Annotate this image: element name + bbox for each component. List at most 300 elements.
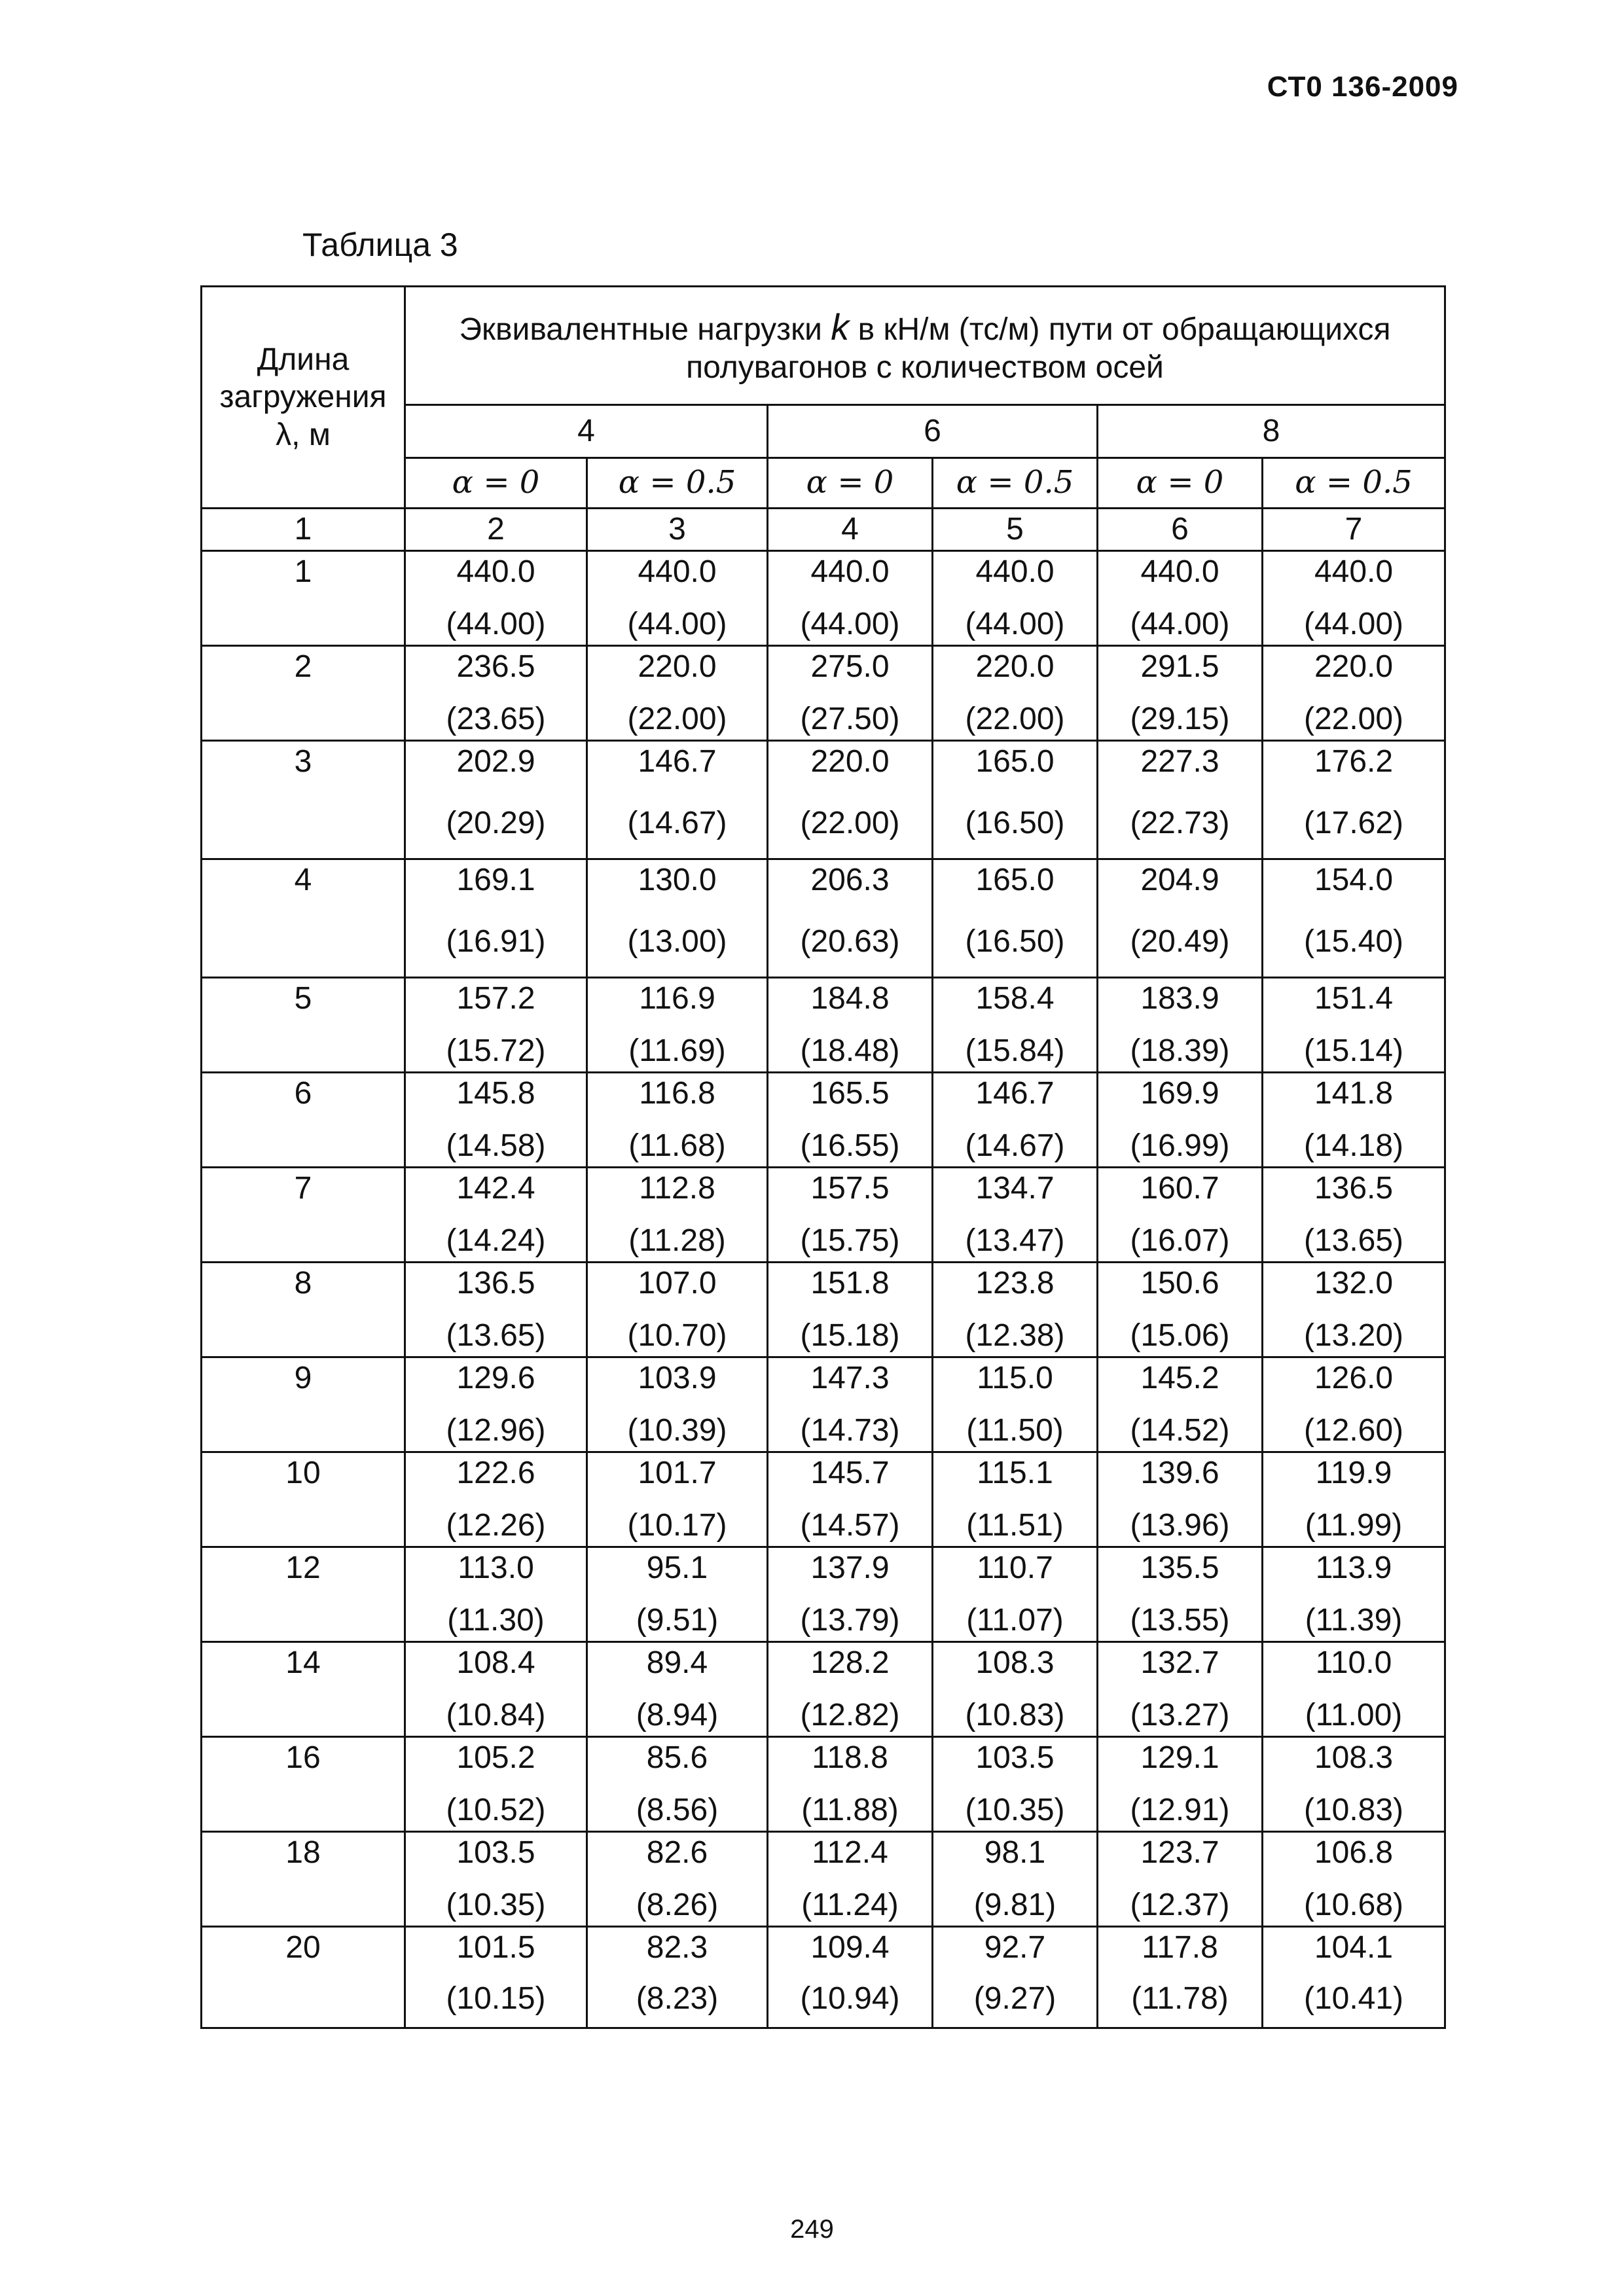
load-cell bbox=[768, 1263, 933, 1357]
load-cell bbox=[768, 1547, 933, 1642]
load-cell bbox=[587, 1263, 768, 1357]
load-tsm: (10.84) bbox=[446, 1698, 546, 1733]
load-cell bbox=[1263, 1642, 1445, 1737]
load-knm: 139.6 bbox=[1140, 1456, 1219, 1490]
load-cell bbox=[1098, 1263, 1263, 1357]
column-number: 4 bbox=[768, 509, 933, 551]
load-cell bbox=[1263, 1073, 1445, 1168]
load-cell bbox=[1263, 1927, 1445, 2028]
load-knm: 98.1 bbox=[984, 1835, 1046, 1870]
load-knm: 107.0 bbox=[638, 1266, 717, 1300]
load-knm: 126.0 bbox=[1314, 1361, 1394, 1395]
load-knm: 145.8 bbox=[456, 1076, 535, 1111]
load-knm: 440.0 bbox=[810, 554, 890, 589]
load-knm: 89.4 bbox=[646, 1645, 708, 1680]
load-cell bbox=[587, 741, 768, 859]
length-cell: 9 bbox=[202, 1357, 405, 1452]
load-tsm: (22.00) bbox=[1303, 702, 1404, 737]
alpha-header: α = 0 bbox=[405, 458, 587, 509]
load-tsm: (18.48) bbox=[800, 1033, 900, 1069]
load-tsm: (27.50) bbox=[800, 702, 900, 737]
load-tsm: (9.51) bbox=[636, 1603, 719, 1638]
column-number: 2 bbox=[405, 509, 587, 551]
load-tsm: (8.56) bbox=[636, 1793, 719, 1828]
load-cell bbox=[587, 1073, 768, 1168]
load-cell bbox=[405, 646, 587, 741]
load-tsm: (10.39) bbox=[627, 1413, 727, 1448]
load-cell bbox=[933, 646, 1098, 741]
load-cell bbox=[933, 1547, 1098, 1642]
table-row bbox=[202, 1547, 1445, 1642]
load-knm: 103.5 bbox=[975, 1740, 1055, 1775]
load-cell bbox=[768, 646, 933, 741]
load-tsm: (11.39) bbox=[1305, 1603, 1403, 1638]
load-tsm: (13.27) bbox=[1130, 1698, 1230, 1733]
load-tsm: (10.68) bbox=[1303, 1888, 1404, 1923]
load-cell bbox=[933, 741, 1098, 859]
load-cell bbox=[1263, 551, 1445, 646]
load-cell bbox=[1098, 551, 1263, 646]
load-tsm: (9.27) bbox=[973, 1981, 1056, 2017]
axles-header-8: 8 bbox=[1098, 405, 1445, 458]
load-tsm: (14.67) bbox=[627, 806, 727, 841]
load-knm: 158.4 bbox=[975, 981, 1055, 1016]
length-cell: 20 bbox=[202, 1927, 405, 2028]
load-tsm: (22.00) bbox=[627, 702, 727, 737]
load-knm: 116.8 bbox=[639, 1076, 715, 1111]
load-cell bbox=[1098, 1073, 1263, 1168]
load-cell bbox=[768, 1073, 933, 1168]
load-tsm: (10.83) bbox=[1303, 1793, 1404, 1828]
length-header-line: Длина bbox=[257, 342, 350, 377]
load-tsm: (10.70) bbox=[627, 1318, 727, 1354]
table-row bbox=[202, 1073, 1445, 1168]
alpha-header: α = 0 bbox=[768, 458, 933, 509]
load-tsm: (10.17) bbox=[627, 1508, 727, 1543]
load-knm: 117.8 bbox=[1142, 1930, 1218, 1965]
column-number: 3 bbox=[587, 509, 768, 551]
column-number: 5 bbox=[933, 509, 1098, 551]
load-cell bbox=[768, 1737, 933, 1832]
load-knm: 115.0 bbox=[977, 1361, 1053, 1395]
table-row bbox=[202, 1642, 1445, 1737]
load-knm: 129.6 bbox=[456, 1361, 535, 1395]
load-knm: 236.5 bbox=[456, 649, 535, 684]
load-cell bbox=[933, 1642, 1098, 1737]
load-tsm: (13.96) bbox=[1130, 1508, 1230, 1543]
load-knm: 146.7 bbox=[975, 1076, 1055, 1111]
load-knm: 136.5 bbox=[456, 1266, 535, 1300]
load-tsm: (15.06) bbox=[1130, 1318, 1230, 1354]
load-knm: 130.0 bbox=[638, 863, 717, 897]
load-cell bbox=[768, 1357, 933, 1452]
load-knm: 142.4 bbox=[456, 1171, 535, 1206]
alpha-header: α = 0.5 bbox=[933, 458, 1098, 509]
load-knm: 122.6 bbox=[456, 1456, 535, 1490]
load-cell bbox=[1263, 741, 1445, 859]
load-knm: 113.9 bbox=[1315, 1551, 1392, 1585]
load-tsm: (44.00) bbox=[446, 607, 546, 642]
load-cell bbox=[405, 1642, 587, 1737]
load-tsm: (12.37) bbox=[1130, 1888, 1230, 1923]
load-tsm: (13.20) bbox=[1303, 1318, 1404, 1354]
table-row bbox=[202, 1263, 1445, 1357]
load-tsm: (44.00) bbox=[627, 607, 727, 642]
column-number: 1 bbox=[202, 509, 405, 551]
load-tsm: (10.83) bbox=[965, 1698, 1065, 1733]
load-cell bbox=[933, 551, 1098, 646]
load-knm: 85.6 bbox=[646, 1740, 708, 1775]
group-header-line2: полувагонов с количеством осей bbox=[686, 350, 1164, 385]
load-tsm: (44.00) bbox=[1303, 607, 1404, 642]
load-knm: 112.8 bbox=[639, 1171, 715, 1206]
load-tsm: (12.38) bbox=[965, 1318, 1065, 1354]
load-cell bbox=[1098, 646, 1263, 741]
load-tsm: (13.00) bbox=[627, 924, 727, 960]
load-tsm: (10.94) bbox=[800, 1981, 900, 2017]
load-cell bbox=[768, 551, 933, 646]
load-tsm: (44.00) bbox=[965, 607, 1065, 642]
load-knm: 101.5 bbox=[456, 1930, 535, 1965]
load-cell bbox=[587, 1642, 768, 1737]
load-knm: 110.7 bbox=[977, 1551, 1053, 1585]
load-tsm: (16.50) bbox=[965, 924, 1065, 960]
load-cell bbox=[768, 741, 933, 859]
load-tsm: (8.26) bbox=[636, 1888, 719, 1923]
load-tsm: (11.78) bbox=[1131, 1981, 1229, 2017]
axles-header-6: 6 bbox=[768, 405, 1098, 458]
load-knm: 82.6 bbox=[646, 1835, 708, 1870]
table-row bbox=[202, 978, 1445, 1073]
load-tsm: (13.55) bbox=[1130, 1603, 1230, 1638]
length-cell: 10 bbox=[202, 1452, 405, 1547]
load-knm: 220.0 bbox=[975, 649, 1055, 684]
load-knm: 160.7 bbox=[1140, 1171, 1219, 1206]
load-tsm: (14.67) bbox=[965, 1128, 1065, 1164]
load-cell bbox=[405, 1073, 587, 1168]
length-cell: 6 bbox=[202, 1073, 405, 1168]
load-cell bbox=[933, 1357, 1098, 1452]
column-number: 6 bbox=[1098, 509, 1263, 551]
load-tsm: (10.52) bbox=[446, 1793, 546, 1828]
table-row bbox=[202, 1357, 1445, 1452]
load-cell bbox=[405, 1927, 587, 2028]
load-cell bbox=[587, 978, 768, 1073]
load-knm: 157.2 bbox=[456, 981, 535, 1016]
load-knm: 183.9 bbox=[1140, 981, 1219, 1016]
load-knm: 184.8 bbox=[810, 981, 890, 1016]
load-knm: 103.9 bbox=[638, 1361, 717, 1395]
load-tsm: (14.18) bbox=[1303, 1128, 1404, 1164]
load-knm: 165.0 bbox=[975, 863, 1055, 897]
load-knm: 109.4 bbox=[810, 1930, 890, 1965]
load-cell bbox=[1263, 1357, 1445, 1452]
load-tsm: (8.23) bbox=[636, 1981, 719, 2017]
load-cell bbox=[405, 1737, 587, 1832]
load-tsm: (8.94) bbox=[636, 1698, 719, 1733]
load-knm: 113.0 bbox=[458, 1551, 534, 1585]
k-symbol: k bbox=[831, 306, 850, 348]
load-cell bbox=[1098, 1927, 1263, 2028]
page-number: 249 bbox=[790, 2215, 834, 2244]
load-knm: 440.0 bbox=[1140, 554, 1219, 589]
load-cell bbox=[405, 1263, 587, 1357]
load-cell bbox=[1263, 1832, 1445, 1927]
load-tsm: (11.00) bbox=[1305, 1698, 1403, 1733]
load-cell bbox=[933, 1832, 1098, 1927]
document-code: СТ0 136-2009 bbox=[1267, 71, 1458, 103]
load-cell bbox=[587, 1547, 768, 1642]
load-knm: 151.4 bbox=[1314, 981, 1394, 1016]
load-tsm: (11.51) bbox=[966, 1508, 1064, 1543]
load-knm: 227.3 bbox=[1140, 744, 1219, 779]
load-tsm: (11.99) bbox=[1305, 1508, 1403, 1543]
load-knm: 145.7 bbox=[810, 1456, 890, 1490]
load-knm: 135.5 bbox=[1140, 1551, 1219, 1585]
length-cell: 12 bbox=[202, 1547, 405, 1642]
load-knm: 106.8 bbox=[1314, 1835, 1394, 1870]
load-tsm: (13.65) bbox=[1303, 1223, 1404, 1259]
column-number: 7 bbox=[1263, 509, 1445, 551]
table-row bbox=[202, 741, 1445, 859]
load-tsm: (14.57) bbox=[800, 1508, 900, 1543]
load-cell bbox=[587, 1452, 768, 1547]
load-knm: 110.0 bbox=[1315, 1645, 1392, 1680]
load-cell bbox=[405, 859, 587, 978]
table-row bbox=[202, 1168, 1445, 1263]
length-cell: 2 bbox=[202, 646, 405, 741]
load-cell bbox=[587, 1927, 768, 2028]
load-cell bbox=[933, 1927, 1098, 2028]
load-cell bbox=[1263, 1737, 1445, 1832]
group-header-text: Эквивалентные нагрузки bbox=[459, 312, 831, 347]
length-cell: 4 bbox=[202, 859, 405, 978]
load-tsm: (22.00) bbox=[965, 702, 1065, 737]
load-knm: 108.3 bbox=[975, 1645, 1055, 1680]
load-tsm: (11.30) bbox=[447, 1603, 545, 1638]
load-knm: 169.9 bbox=[1140, 1076, 1219, 1111]
load-knm: 123.8 bbox=[975, 1266, 1055, 1300]
load-knm: 129.1 bbox=[1140, 1740, 1219, 1775]
load-cell bbox=[1098, 978, 1263, 1073]
alpha-header: α = 0.5 bbox=[1263, 458, 1445, 509]
load-knm: 206.3 bbox=[810, 863, 890, 897]
load-tsm: (12.91) bbox=[1130, 1793, 1230, 1828]
load-tsm: (13.47) bbox=[965, 1223, 1065, 1259]
length-cell: 3 bbox=[202, 741, 405, 859]
load-knm: 115.1 bbox=[977, 1456, 1053, 1490]
load-cell bbox=[1098, 1737, 1263, 1832]
load-cell bbox=[405, 551, 587, 646]
load-tsm: (44.00) bbox=[800, 607, 900, 642]
load-tsm: (16.55) bbox=[800, 1128, 900, 1164]
load-knm: 204.9 bbox=[1140, 863, 1219, 897]
load-cell bbox=[405, 1168, 587, 1263]
load-knm: 101.7 bbox=[638, 1456, 717, 1490]
load-tsm: (12.26) bbox=[446, 1508, 546, 1543]
load-cell bbox=[405, 1357, 587, 1452]
load-tsm: (9.81) bbox=[973, 1888, 1056, 1923]
load-cell bbox=[405, 1452, 587, 1547]
load-knm: 104.1 bbox=[1314, 1930, 1394, 1965]
load-tsm: (11.50) bbox=[966, 1413, 1064, 1448]
load-tsm: (12.60) bbox=[1303, 1413, 1404, 1448]
load-tsm: (11.24) bbox=[801, 1888, 899, 1923]
table-row bbox=[202, 1452, 1445, 1547]
load-knm: 146.7 bbox=[638, 744, 717, 779]
table-row bbox=[202, 1737, 1445, 1832]
load-knm: 154.0 bbox=[1314, 863, 1394, 897]
load-knm: 440.0 bbox=[1314, 554, 1394, 589]
load-tsm: (10.15) bbox=[446, 1981, 546, 2017]
load-knm: 123.7 bbox=[1140, 1835, 1219, 1870]
load-cell bbox=[933, 978, 1098, 1073]
load-cell bbox=[587, 1357, 768, 1452]
load-tsm: (15.18) bbox=[800, 1318, 900, 1354]
load-knm: 132.0 bbox=[1314, 1266, 1394, 1300]
load-tsm: (10.35) bbox=[965, 1793, 1065, 1828]
load-knm: 147.3 bbox=[810, 1361, 890, 1395]
load-knm: 291.5 bbox=[1140, 649, 1219, 684]
load-tsm: (20.29) bbox=[446, 806, 546, 841]
load-knm: 103.5 bbox=[456, 1835, 535, 1870]
length-cell: 16 bbox=[202, 1737, 405, 1832]
load-knm: 136.5 bbox=[1314, 1171, 1394, 1206]
load-tsm: (10.41) bbox=[1303, 1981, 1404, 2017]
load-cell bbox=[1263, 1263, 1445, 1357]
load-tsm: (22.73) bbox=[1130, 806, 1230, 841]
load-cell bbox=[933, 1263, 1098, 1357]
load-tsm: (15.84) bbox=[965, 1033, 1065, 1069]
load-tsm: (18.39) bbox=[1130, 1033, 1230, 1069]
table-row bbox=[202, 1927, 1445, 2028]
load-cell bbox=[587, 1168, 768, 1263]
load-cell bbox=[768, 1642, 933, 1737]
load-knm: 112.4 bbox=[812, 1835, 888, 1870]
length-header-line: загружения bbox=[219, 380, 387, 415]
load-knm: 220.0 bbox=[638, 649, 717, 684]
load-tsm: (44.00) bbox=[1130, 607, 1230, 642]
load-cell bbox=[933, 1073, 1098, 1168]
load-knm: 128.2 bbox=[810, 1645, 890, 1680]
load-knm: 165.0 bbox=[975, 744, 1055, 779]
load-cell bbox=[1098, 1832, 1263, 1927]
load-tsm: (16.99) bbox=[1130, 1128, 1230, 1164]
load-cell bbox=[1098, 1642, 1263, 1737]
axles-header-4: 4 bbox=[405, 405, 768, 458]
load-knm: 275.0 bbox=[810, 649, 890, 684]
load-tsm: (11.28) bbox=[628, 1223, 726, 1259]
load-cell bbox=[1098, 859, 1263, 978]
load-cell bbox=[587, 859, 768, 978]
load-tsm: (15.14) bbox=[1303, 1033, 1404, 1069]
load-tsm: (15.72) bbox=[446, 1033, 546, 1069]
load-tsm: (15.75) bbox=[800, 1223, 900, 1259]
load-knm: 176.2 bbox=[1314, 744, 1394, 779]
length-cell: 5 bbox=[202, 978, 405, 1073]
load-knm: 141.8 bbox=[1314, 1076, 1394, 1111]
load-cell bbox=[768, 1832, 933, 1927]
load-cell bbox=[1098, 1357, 1263, 1452]
load-knm: 157.5 bbox=[810, 1171, 890, 1206]
length-header-line: λ, м bbox=[276, 417, 331, 452]
load-knm: 220.0 bbox=[810, 744, 890, 779]
load-cell bbox=[933, 859, 1098, 978]
load-cell bbox=[933, 1452, 1098, 1547]
load-knm: 202.9 bbox=[456, 744, 535, 779]
load-cell bbox=[1098, 1547, 1263, 1642]
load-knm: 220.0 bbox=[1314, 649, 1394, 684]
load-tsm: (11.69) bbox=[628, 1033, 726, 1069]
load-knm: 169.1 bbox=[456, 863, 535, 897]
load-tsm: (14.73) bbox=[800, 1413, 900, 1448]
load-tsm: (17.62) bbox=[1303, 806, 1404, 841]
load-tsm: (14.24) bbox=[446, 1223, 546, 1259]
load-knm: 150.6 bbox=[1140, 1266, 1219, 1300]
load-cell bbox=[1263, 1547, 1445, 1642]
load-tsm: (16.91) bbox=[446, 924, 546, 960]
load-knm: 440.0 bbox=[456, 554, 535, 589]
load-cell bbox=[768, 859, 933, 978]
table-title: Таблица 3 bbox=[302, 226, 458, 263]
load-cell bbox=[587, 1737, 768, 1832]
load-cell bbox=[587, 646, 768, 741]
load-tsm: (14.58) bbox=[446, 1128, 546, 1164]
load-knm: 105.2 bbox=[456, 1740, 535, 1775]
load-cell bbox=[1263, 1452, 1445, 1547]
load-tsm: (15.40) bbox=[1303, 924, 1404, 960]
load-cell bbox=[1098, 741, 1263, 859]
load-cell bbox=[405, 978, 587, 1073]
load-cell bbox=[587, 1832, 768, 1927]
load-knm: 165.5 bbox=[810, 1076, 890, 1111]
load-knm: 95.1 bbox=[646, 1551, 708, 1585]
group-header-text: в кН/м (тс/м) пути от обращающихся bbox=[849, 312, 1391, 347]
loads-group-header bbox=[405, 287, 1445, 405]
load-tsm: (16.50) bbox=[965, 806, 1065, 841]
load-tsm: (11.07) bbox=[966, 1603, 1064, 1638]
load-cell bbox=[1263, 978, 1445, 1073]
load-cell bbox=[405, 1547, 587, 1642]
load-tsm: (22.00) bbox=[800, 806, 900, 841]
load-knm: 82.3 bbox=[646, 1930, 708, 1965]
load-cell bbox=[405, 1832, 587, 1927]
length-cell: 18 bbox=[202, 1832, 405, 1927]
load-tsm: (13.79) bbox=[800, 1603, 900, 1638]
load-knm: 118.8 bbox=[812, 1740, 888, 1775]
table-row bbox=[202, 646, 1445, 741]
load-knm: 108.3 bbox=[1314, 1740, 1394, 1775]
table-row bbox=[202, 859, 1445, 978]
load-tsm: (20.63) bbox=[800, 924, 900, 960]
load-cell bbox=[768, 978, 933, 1073]
load-tsm: (29.15) bbox=[1130, 702, 1230, 737]
load-tsm: (23.65) bbox=[446, 702, 546, 737]
load-cell bbox=[1263, 1168, 1445, 1263]
table-row bbox=[202, 1832, 1445, 1927]
alpha-header: α = 0 bbox=[1098, 458, 1263, 509]
load-cell bbox=[933, 1168, 1098, 1263]
load-knm: 440.0 bbox=[975, 554, 1055, 589]
load-knm: 137.9 bbox=[810, 1551, 890, 1585]
load-knm: 92.7 bbox=[984, 1930, 1046, 1965]
load-tsm: (11.88) bbox=[801, 1793, 899, 1828]
load-knm: 145.2 bbox=[1140, 1361, 1219, 1395]
load-tsm: (20.49) bbox=[1130, 924, 1230, 960]
length-cell: 8 bbox=[202, 1263, 405, 1357]
load-knm: 134.7 bbox=[975, 1171, 1055, 1206]
load-cell bbox=[1263, 646, 1445, 741]
